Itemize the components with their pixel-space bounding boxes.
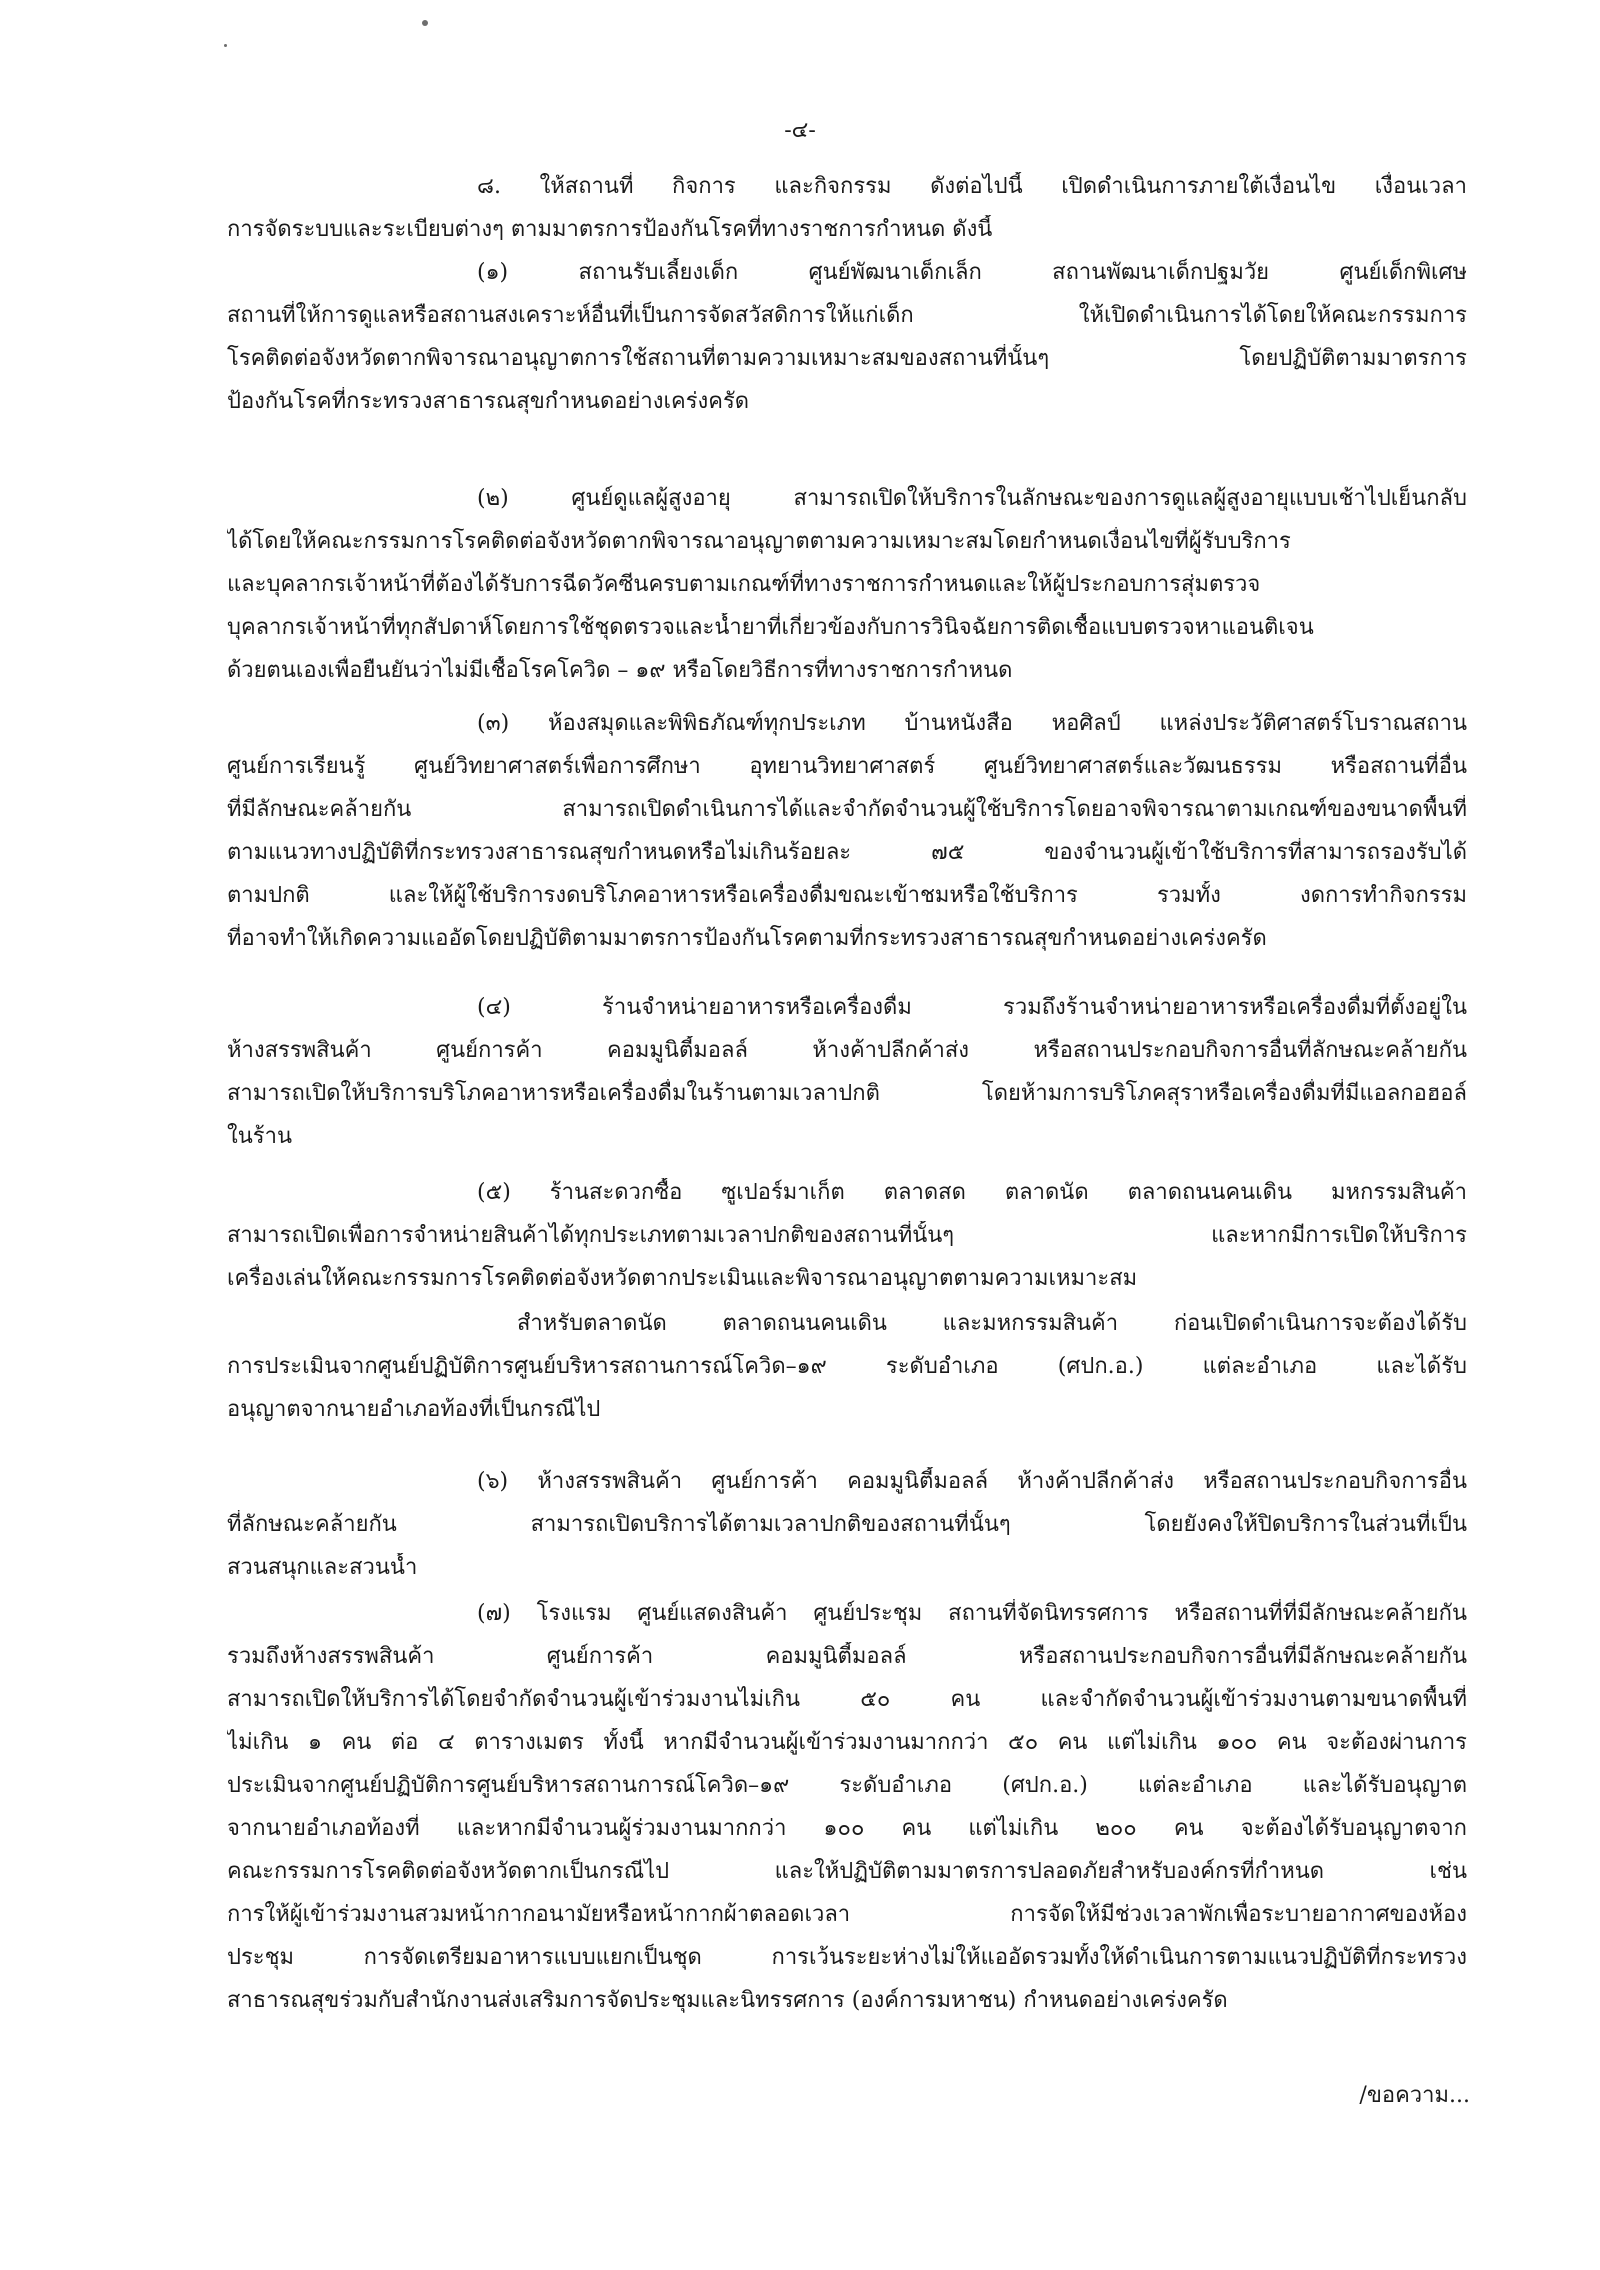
- item-2-line: และบุคลากรเจ้าหน้าที่ต้องได้รับการฉีดวัคซีนครบตามเกณฑ์ที่ทางราชการกำหนดและให้ผู้ประกอบการสุ่มตรวจ: [227, 572, 1261, 597]
- item-5-sub-line: สำหรับตลาดนัด ตลาดถนนคนเดิน และมหกรรมสินค้า ก่อนเปิดดำเนินการจะต้องได้รับ: [517, 1311, 1467, 1336]
- continuation-marker: /ขอความ...: [1359, 2083, 1470, 2108]
- item-7-line: (๗) โรงแรม ศูนย์แสดงสินค้า ศูนย์ประชุม สถานที่จัดนิทรรศการ หรือสถานที่ที่มีลักษณะคล้ายกัน: [477, 1601, 1467, 1626]
- item-4-line: สามารถเปิดให้บริการบริโภคอาหารหรือเครื่องดื่มในร้านตามเวลาปกติ โดยห้ามการบริโภคสุราหรือเครื่องดื่มที่มีแอลกอฮอล์: [227, 1081, 1467, 1106]
- item-1-line: โรคติดต่อจังหวัดตากพิจารณาอนุญาตการใช้สถานที่ตามความเหมาะสมของสถานที่นั้นๆ โดยปฏิบัติตามมาตรการ: [227, 346, 1467, 371]
- scan-speck: [224, 44, 227, 47]
- item-2-line: (๒) ศูนย์ดูแลผู้สูงอายุ สามารถเปิดให้บริการในลักษณะของการดูแลผู้สูงอายุแบบเช้าไปเย็นกลับ: [477, 486, 1467, 511]
- item-7-line: รวมถึงห้างสรรพสินค้า ศูนย์การค้า คอมมูนิตี้มอลล์ หรือสถานประกอบกิจการอื่นที่มีลักษณะคล้ายกัน: [227, 1644, 1467, 1669]
- clause-heading-line: ๘. ให้สถานที่ กิจการ และกิจกรรม ดังต่อไปนี้ เปิดดำเนินการภายใต้เงื่อนไข เงื่อนเวลา: [477, 174, 1467, 199]
- item-7-line: สามารถเปิดให้บริการได้โดยจำกัดจำนวนผู้เข้าร่วมงานไม่เกิน ๕๐ คน และจำกัดจำนวนผู้เข้าร่วมงานตามขนาดพื้นที่: [227, 1687, 1467, 1712]
- item-7-line: การให้ผู้เข้าร่วมงานสวมหน้ากากอนามัยหรือหน้ากากผ้าตลอดเวลา การจัดให้มีช่วงเวลาพักเพื่อระบายอากาศของห้อง: [227, 1902, 1467, 1927]
- item-5-line: (๕) ร้านสะดวกซื้อ ซูเปอร์มาเก็ต ตลาดสด ตลาดนัด ตลาดถนนคนเดิน มหกรรมสินค้า: [477, 1180, 1467, 1205]
- item-1-line: สถานที่ให้การดูแลหรือสถานสงเคราะห์อื่นที่เป็นการจัดสวัสดิการให้แก่เด็ก ให้เปิดดำเนินการได้โดยให้คณะกรรมการ: [227, 303, 1467, 328]
- scan-speck: [422, 20, 428, 26]
- item-6-line: ที่ลักษณะคล้ายกัน สามารถเปิดบริการได้ตามเวลาปกติของสถานที่นั้นๆ โดยยังคงให้ปิดบริการในส่วนที่เป็น: [227, 1512, 1467, 1537]
- item-3-line: (๓) ห้องสมุดและพิพิธภัณฑ์ทุกประเภท บ้านหนังสือ หอศิลป์ แหล่งประวัติศาสตร์โบราณสถาน: [477, 711, 1467, 736]
- item-4-line: ในร้าน: [227, 1124, 292, 1149]
- item-7-line: คณะกรรมการโรคติดต่อจังหวัดตากเป็นกรณีไป และให้ปฏิบัติตามมาตรการปลอดภัยสำหรับองค์กรที่กำหนด เช่น: [227, 1859, 1467, 1884]
- item-4-line: ห้างสรรพสินค้า ศูนย์การค้า คอมมูนิตี้มอลล์ ห้างค้าปลีกค้าส่ง หรือสถานประกอบกิจการอื่นที่ลักษณะคล้ายกัน: [227, 1038, 1467, 1063]
- item-7-line: จากนายอำเภอท้องที่ และหากมีจำนวนผู้ร่วมงานมากกว่า ๑๐๐ คน แต่ไม่เกิน ๒๐๐ คน จะต้องได้รับอนุญาตจาก: [227, 1816, 1467, 1841]
- item-2-line: ได้โดยให้คณะกรรมการโรคติดต่อจังหวัดตากพิจารณาอนุญาตตามความเหมาะสมโดยกำหนดเงื่อนไขที่ผู้รับบริการ: [227, 529, 1291, 554]
- item-1-line: ป้องกันโรคที่กระทรวงสาธารณสุขกำหนดอย่างเคร่งครัด: [227, 389, 750, 414]
- item-3-line: ตามปกติ และให้ผู้ใช้บริการงดบริโภคอาหารหรือเครื่องดื่มขณะเข้าชมหรือใช้บริการ รวมทั้ง งดการทำกิจกรรม: [227, 883, 1467, 908]
- item-5-sub-line: อนุญาตจากนายอำเภอท้องที่เป็นกรณีไป: [227, 1397, 601, 1422]
- item-3-line: ที่มีลักษณะคล้ายกัน สามารถเปิดดำเนินการได้และจำกัดจำนวนผู้ใช้บริการโดยอาจพิจารณาตามเกณฑ์ของขนาดพื้นที่: [227, 797, 1467, 822]
- item-1-line: (๑) สถานรับเลี้ยงเด็ก ศูนย์พัฒนาเด็กเล็ก สถานพัฒนาเด็กปฐมวัย ศูนย์เด็กพิเศษ: [477, 260, 1467, 285]
- item-7-line: ประชุม การจัดเตรียมอาหารแบบแยกเป็นชุด การเว้นระยะห่างไม่ให้แออัดรวมทั้งให้ดำเนินการตามแนวปฏิบัติที่กระทรวง: [227, 1945, 1467, 1970]
- item-6-line: สวนสนุกและสวนน้ำ: [227, 1555, 418, 1580]
- item-3-line: ที่อาจทำให้เกิดความแออัดโดยปฏิบัติตามมาตรการป้องกันโรคตามที่กระทรวงสาธารณสุขกำหนดอย่างเคร่งครัด: [227, 926, 1267, 951]
- item-6-line: (๖) ห้างสรรพสินค้า ศูนย์การค้า คอมมูนิตี้มอลล์ ห้างค้าปลีกค้าส่ง หรือสถานประกอบกิจการอื่น: [477, 1469, 1467, 1494]
- item-3-line: ศูนย์การเรียนรู้ ศูนย์วิทยาศาสตร์เพื่อการศึกษา อุทยานวิทยาศาสตร์ ศูนย์วิทยาศาสตร์และวัฒนธรรม หรือสถานที่อื่น: [227, 754, 1467, 779]
- item-5-line: สามารถเปิดเพื่อการจำหน่ายสินค้าได้ทุกประเภทตามเวลาปกติของสถานที่นั้นๆ และหากมีการเปิดให้บริการ: [227, 1223, 1467, 1248]
- item-4-line: (๔) ร้านจำหน่ายอาหารหรือเครื่องดื่ม รวมถึงร้านจำหน่ายอาหารหรือเครื่องดื่มที่ตั้งอยู่ใน: [477, 995, 1467, 1020]
- page-number: -๔-: [784, 118, 816, 143]
- item-7-line: ไม่เกิน ๑ คน ต่อ ๔ ตารางเมตร ทั้งนี้ หากมีจำนวนผู้เข้าร่วมงานมากกว่า ๕๐ คน แต่ไม่เกิน ๑๐๐ คน จะต้องผ่านการ: [227, 1730, 1467, 1755]
- item-7-line: ประเมินจากศูนย์ปฏิบัติการศูนย์บริหารสถานการณ์โควิด–๑๙ ระดับอำเภอ (ศปก.อ.) แต่ละอำเภอ และได้รับอนุญาต: [227, 1773, 1467, 1798]
- clause-heading-line: การจัดระบบและระเบียบต่างๆ ตามมาตรการป้องกันโรคที่ทางราชการกำหนด ดังนี้: [227, 217, 993, 242]
- item-5-line: เครื่องเล่นให้คณะกรรมการโรคติดต่อจังหวัดตากประเมินและพิจารณาอนุญาตตามความเหมาะสม: [227, 1266, 1138, 1291]
- item-7-line: สาธารณสุขร่วมกับสำนักงานส่งเสริมการจัดประชุมและนิทรรศการ (องค์การมหาชน) กำหนดอย่างเคร่งครัด: [227, 1988, 1228, 2013]
- item-2-line: บุคลากรเจ้าหน้าที่ทุกสัปดาห์โดยการใช้ชุดตรวจและน้ำยาที่เกี่ยวข้องกับการวินิจฉัยการติดเชื้อแบบตรวจหาแอนติเจน: [227, 615, 1314, 640]
- item-2-line: ด้วยตนเองเพื่อยืนยันว่าไม่มีเชื้อโรคโควิด – ๑๙ หรือโดยวิธีการที่ทางราชการกำหนด: [227, 658, 1013, 683]
- item-5-sub-line: การประเมินจากศูนย์ปฏิบัติการศูนย์บริหารสถานการณ์โควิด–๑๙ ระดับอำเภอ (ศปก.อ.) แต่ละอำเภอ และได้รับ: [227, 1354, 1467, 1379]
- item-3-line: ตามแนวทางปฏิบัติที่กระทรวงสาธารณสุขกำหนดหรือไม่เกินร้อยละ ๗๕ ของจำนวนผู้เข้าใช้บริการที่สามารถรองรับได้: [227, 840, 1467, 865]
